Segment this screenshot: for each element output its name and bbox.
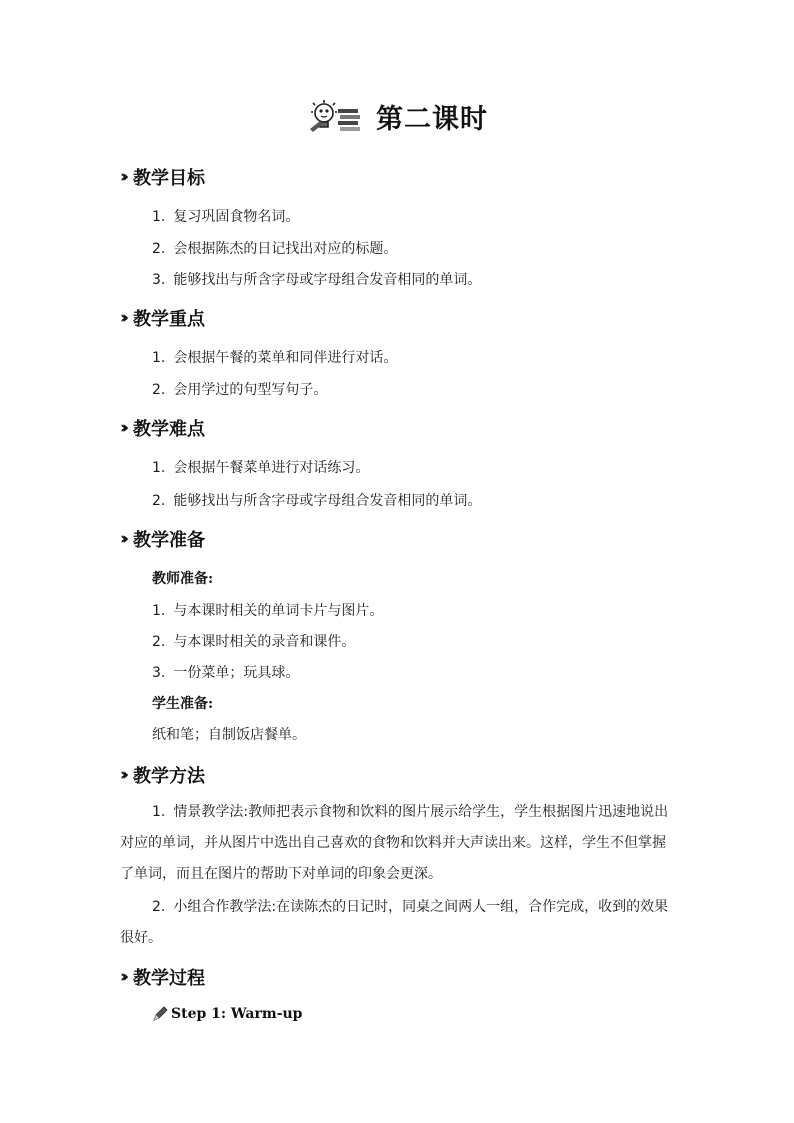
- list-item: 1. 会根据午餐菜单进行对话练习。: [152, 460, 370, 476]
- step-heading: Step 1: Warm-up: [152, 1006, 302, 1022]
- section-heading-difficulties: ›› 教学难点: [120, 418, 206, 440]
- section-heading-goals: ›› 教学目标: [120, 167, 206, 189]
- list-item: 2. 能够找出与所含字母或字母组合发音相同的单词。: [152, 493, 482, 509]
- section-heading-methods: ›› 教学方法: [120, 765, 206, 787]
- double-chevron-icon: ››: [120, 167, 125, 187]
- lightbulb-books-icon: [306, 99, 362, 135]
- method-paragraph-2: 2. 小组合作教学法:在读陈杰的日记时，同桌之间两人一组，合作完成，收到的效果很好。: [120, 899, 669, 946]
- list-item: 1. 会根据午餐的菜单和同伴进行对话。: [152, 350, 398, 366]
- student-prep-label: 学生准备:: [152, 696, 214, 712]
- student-prep-text: 纸和笔；自制饭店餐单。: [152, 727, 306, 743]
- list-item: 2. 会用学过的句型写句子。: [152, 382, 328, 398]
- double-chevron-icon: ››: [120, 308, 125, 328]
- list-item: 1. 与本课时相关的单词卡片与图片。: [152, 603, 384, 619]
- list-item: 2. 会根据陈杰的日记找出对应的标题。: [152, 241, 398, 257]
- list-item: 3. 能够找出与所含字母或字母组合发音相同的单词。: [152, 272, 482, 288]
- double-chevron-icon: ››: [120, 765, 125, 785]
- double-chevron-icon: ››: [120, 967, 125, 987]
- section-heading-preparation: ›› 教学准备: [120, 529, 206, 551]
- section-heading-process: ›› 教学过程: [120, 967, 206, 989]
- method-paragraph-1: 1. 情景教学法:教师把表示食物和饮料的图片展示给学生，学生根据图片迅速地说出对应的单词，并从图片中选出自己喜欢的食物和饮料并大声读出来。这样，学生不但掌握了单词，而且在图片的帮助下对单词的印象会更深。: [120, 804, 669, 882]
- double-chevron-icon: ››: [120, 529, 125, 549]
- title-block: [0, 97, 794, 136]
- list-item: 2. 与本课时相关的录音和课件。: [152, 634, 356, 650]
- section-heading-key-points: ›› 教学重点: [120, 308, 206, 330]
- pencil-icon: [152, 1006, 168, 1022]
- list-item: 1. 复习巩固食物名词。: [152, 209, 300, 225]
- teacher-prep-label: 教师准备:: [152, 571, 214, 587]
- page-title: 第二课时: [376, 104, 488, 135]
- double-chevron-icon: ››: [120, 418, 125, 438]
- list-item: 3. 一份菜单；玩具球。: [152, 665, 300, 681]
